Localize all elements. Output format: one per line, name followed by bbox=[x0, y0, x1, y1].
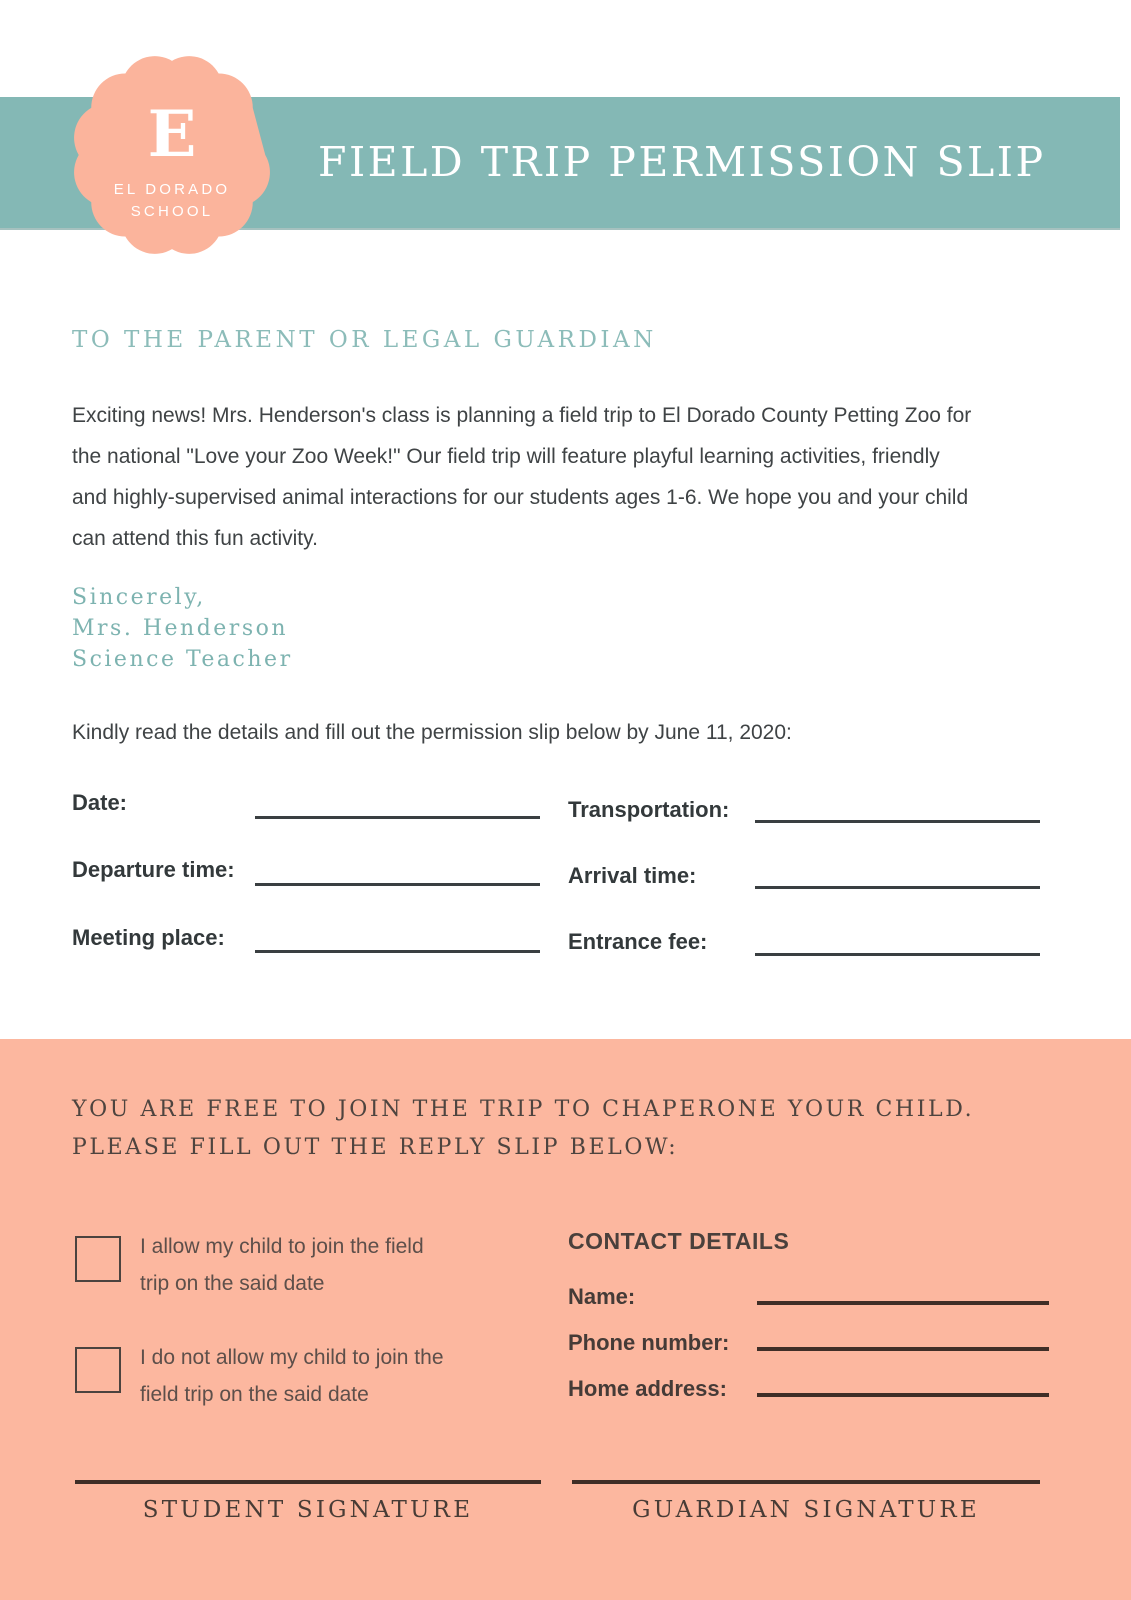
reply-slip-heading-line2: PLEASE FILL OUT THE REPLY SLIP BELOW: bbox=[72, 1135, 679, 1160]
allow-option-line1: I allow my child to join the field bbox=[140, 1235, 424, 1258]
entrance-fee-label: Entrance fee: bbox=[568, 929, 708, 954]
date-label: Date: bbox=[72, 790, 128, 815]
meeting-place-label: Meeting place: bbox=[72, 925, 225, 950]
home-address-label: Home address: bbox=[568, 1376, 727, 1401]
phone-number-label: Phone number: bbox=[568, 1330, 730, 1355]
reply-slip-heading-line1: YOU ARE FREE TO JOIN THE TRIP TO CHAPERONE YOUR CHILD. bbox=[72, 1097, 975, 1122]
do-not-allow-checkbox[interactable] bbox=[75, 1347, 121, 1393]
closing-sincerely: Sincerely, bbox=[72, 585, 206, 610]
allow-option-label bbox=[140, 1228, 424, 1302]
page-title: FIELD TRIP PERMISSION SLIP bbox=[318, 138, 1046, 186]
entrance-fee-input-line[interactable] bbox=[755, 953, 1040, 956]
letter-body-line: and highly-supervised animal interactions for our students ages 1-6. We hope you and your child bbox=[72, 486, 969, 509]
departure-time-input-line[interactable] bbox=[255, 883, 540, 886]
school-logo-initial: E bbox=[147, 97, 197, 172]
do-not-allow-option-label bbox=[140, 1339, 444, 1413]
school-name-line2: SCHOOL bbox=[130, 203, 214, 220]
arrival-time-label: Arrival time: bbox=[568, 863, 697, 888]
student-signature-line[interactable] bbox=[75, 1480, 541, 1484]
closing-teacher-name: Mrs. Henderson bbox=[72, 616, 289, 641]
do-not-allow-option-line1: I do not allow my child to join the bbox=[140, 1346, 444, 1369]
date-input-line[interactable] bbox=[255, 816, 540, 819]
home-address-input-line[interactable] bbox=[757, 1393, 1049, 1397]
school-logo-badge bbox=[66, 48, 278, 262]
name-input-line[interactable] bbox=[757, 1301, 1049, 1305]
school-name-line1: EL DORADO bbox=[113, 181, 231, 198]
instruction-text: Kindly read the details and fill out the permission slip below by June 11, 2020: bbox=[72, 721, 792, 744]
transportation-label: Transportation: bbox=[568, 797, 730, 822]
letter-body bbox=[72, 395, 971, 559]
guardian-signature-label: GUARDIAN SIGNATURE bbox=[632, 1497, 980, 1523]
closing-teacher-role: Science Teacher bbox=[72, 647, 293, 672]
arrival-time-input-line[interactable] bbox=[755, 886, 1040, 889]
name-label: Name: bbox=[568, 1284, 636, 1309]
guardian-signature-line[interactable] bbox=[572, 1480, 1040, 1484]
student-signature-label: STUDENT SIGNATURE bbox=[142, 1497, 474, 1523]
contact-details-heading: CONTACT DETAILS bbox=[568, 1228, 790, 1254]
salutation-heading: TO THE PARENT OR LEGAL GUARDIAN bbox=[72, 327, 657, 353]
allow-checkbox[interactable] bbox=[75, 1236, 121, 1282]
letter-body-line: the national "Love your Zoo Week!" Our field trip will feature playful learning activities, friendly bbox=[72, 445, 940, 468]
reply-slip-section bbox=[0, 1039, 1131, 1600]
do-not-allow-option-line2: field trip on the said date bbox=[140, 1383, 369, 1406]
letter-body-line: Exciting news! Mrs. Henderson's class is planning a field trip to El Dorado County Petting Zoo for bbox=[72, 404, 972, 427]
departure-time-label: Departure time: bbox=[72, 857, 235, 882]
allow-option-line2: trip on the said date bbox=[140, 1272, 325, 1295]
phone-number-input-line[interactable] bbox=[757, 1347, 1049, 1351]
letter-closing bbox=[72, 582, 293, 675]
meeting-place-input-line[interactable] bbox=[255, 950, 540, 953]
transportation-input-line[interactable] bbox=[755, 820, 1040, 823]
letter-body-line: can attend this fun activity. bbox=[72, 527, 318, 550]
